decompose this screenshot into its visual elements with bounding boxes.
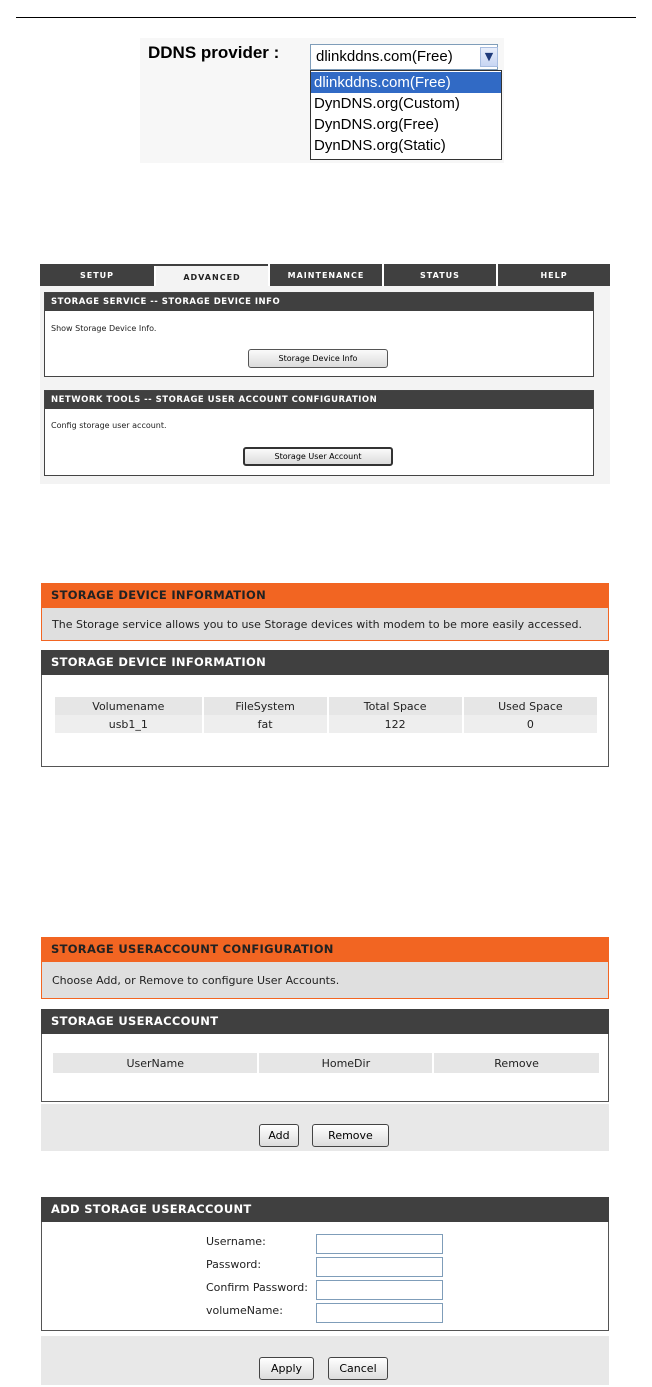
ddns-provider-label: DDNS provider : — [148, 43, 280, 62]
storage-service-description: Show Storage Device Info. — [51, 324, 157, 333]
column-header: Used Space — [463, 697, 597, 715]
network-tools-description: Config storage user account. — [51, 421, 167, 430]
network-tools-box — [44, 390, 594, 476]
ddns-option-dyndns-static[interactable]: DynDNS.org(Static) — [314, 137, 446, 154]
column-header: HomeDir — [258, 1053, 433, 1073]
storage-user-account-button[interactable]: Storage User Account — [243, 447, 393, 466]
ddns-option-dyndns-custom[interactable]: DynDNS.org(Custom) — [314, 95, 460, 112]
volumename-input[interactable] — [316, 1303, 443, 1323]
column-header: Total Space — [328, 697, 463, 715]
useraccount-table — [53, 1053, 599, 1073]
tab-setup[interactable]: SETUP — [40, 264, 154, 286]
column-header: FileSystem — [203, 697, 328, 715]
volumename-cell: usb1_1 — [55, 715, 203, 733]
device-info-description: The Storage service allows you to use Storage devices with modem to be more easily accessed. — [41, 608, 609, 641]
useraccount-config-title: STORAGE USERACCOUNT CONFIGURATION — [41, 937, 609, 962]
column-header: Remove — [433, 1053, 599, 1073]
table-header-row — [53, 1053, 599, 1073]
filesystem-cell: fat — [203, 715, 328, 733]
add-account-form — [41, 1222, 609, 1331]
username-label: Username: — [206, 1235, 266, 1248]
add-button[interactable]: Add — [259, 1124, 299, 1147]
table-header-row — [55, 697, 597, 715]
used-space-cell: 0 — [463, 715, 597, 733]
tab-help[interactable]: HELP — [496, 264, 610, 286]
tab-advanced[interactable]: ADVANCED — [154, 266, 268, 286]
page-top-rule — [16, 17, 636, 18]
useraccount-table-panel — [41, 1034, 609, 1102]
device-info-table-panel — [41, 675, 609, 767]
remove-button[interactable]: Remove — [312, 1124, 389, 1147]
table-row — [55, 715, 597, 733]
apply-button[interactable]: Apply — [259, 1357, 314, 1380]
password-input[interactable] — [316, 1257, 443, 1277]
ddns-provider-selected-value: dlinkddns.com(Free) — [316, 48, 453, 65]
tab-status[interactable]: STATUS — [382, 264, 496, 286]
total-space-cell: 122 — [328, 715, 463, 733]
useraccount-config-description: Choose Add, or Remove to configure User Accounts. — [41, 962, 609, 999]
ddns-provider-options — [310, 70, 502, 160]
confirm-password-label: Confirm Password: — [206, 1281, 308, 1294]
add-account-title: ADD STORAGE USERACCOUNT — [41, 1197, 609, 1222]
confirm-password-input[interactable] — [316, 1280, 443, 1300]
useraccount-table-title: STORAGE USERACCOUNT — [41, 1009, 609, 1034]
storage-device-info-button[interactable]: Storage Device Info — [248, 349, 388, 368]
ddns-option-dlinkddns-free[interactable]: dlinkddns.com(Free) — [311, 72, 501, 93]
storage-service-title: STORAGE SERVICE -- STORAGE DEVICE INFO — [45, 293, 593, 311]
username-input[interactable] — [316, 1234, 443, 1254]
top-nav-tabs — [40, 264, 610, 286]
ddns-option-dyndns-free[interactable]: DynDNS.org(Free) — [314, 116, 440, 133]
column-header: UserName — [53, 1053, 258, 1073]
network-tools-title: NETWORK TOOLS -- STORAGE USER ACCOUNT CONFIGURATION — [45, 391, 593, 409]
add-account-button-bar — [41, 1336, 609, 1385]
device-info-title: STORAGE DEVICE INFORMATION — [41, 583, 609, 608]
volumename-label: volumeName: — [206, 1304, 283, 1317]
column-header: Volumename — [55, 697, 203, 715]
device-info-table — [55, 697, 597, 733]
password-label: Password: — [206, 1258, 262, 1271]
storage-service-box — [44, 292, 594, 377]
chevron-down-icon[interactable]: ▼ — [480, 47, 498, 67]
cancel-button[interactable]: Cancel — [328, 1357, 388, 1380]
device-info-table-title: STORAGE DEVICE INFORMATION — [41, 650, 609, 675]
tab-maintenance[interactable]: MAINTENANCE — [268, 264, 382, 286]
